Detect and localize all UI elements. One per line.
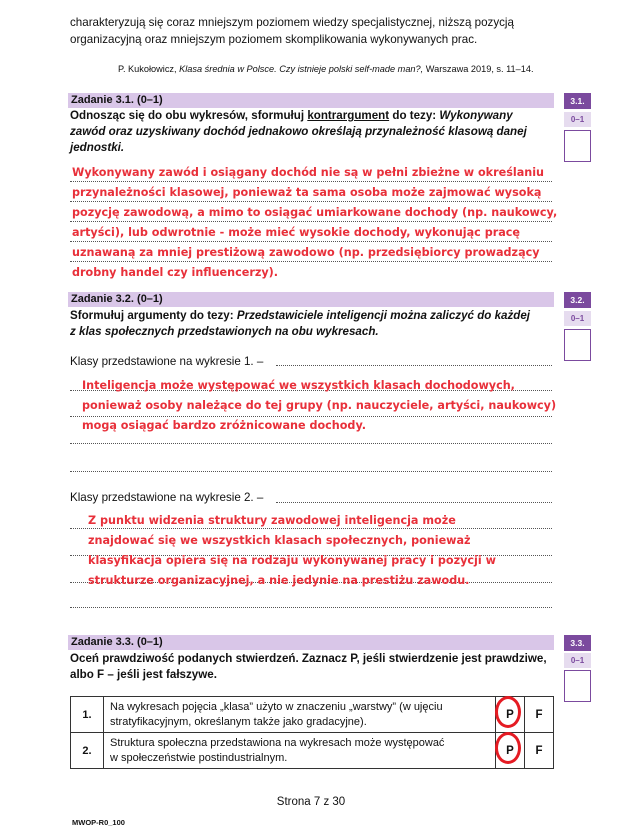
task-3-2-score-box (564, 329, 591, 361)
source-citation: P. Kukołowicz, Klasa średnia w Polsce. Czy istnieje polski self-made man?, Warszawa 2019, s. 11–14. (118, 64, 534, 74)
true-false-table (70, 696, 554, 769)
intro-line-2: organizacyjną oraz mniejszym poziomem skomplikowania wykonywanych prac. (70, 33, 478, 46)
task-3-1-points: 0–1 (564, 112, 591, 127)
row-number: 2. (71, 733, 104, 769)
task-3-1-tag: 3.1. (564, 93, 591, 109)
task-3-1-answer: Wykonywany zawód i osiągany dochód nie są w pełni zbieżne w określaniu przynależności klasowej, ponieważ ta sama osoba może zajmować wysoką pozycję zawodową, a mimo to osiągać umiarkowane dochody (np. naukowcy, artyści), lub odwrotnie - może mieć wysokie dochody, wykonując pracę uznawaną za mniej prestiżową zawodowo (np. przedsiębiorcy prowadzący drobny handel czy influencerzy). (72, 166, 558, 279)
selection-circle (495, 732, 521, 764)
task-3-1-header: Zadanie 3.1. (0–1) (68, 93, 554, 108)
intro-text (70, 14, 560, 48)
intro-line-1: charakteryzują się coraz mniejszym poziomem wiedzy specjalistycznej, niższą pozycją (70, 16, 514, 29)
row-number: 1. (71, 697, 104, 733)
task-3-3-instruction: Oceń prawdziwość podanych stwierdzeń. Zaznacz P, jeśli stwierdzenie jest prawdziwe, albo F – jeśli jest fałszywe. (70, 652, 547, 681)
task-3-2-label-2: Klasy przedstawione na wykresie 2. – (70, 491, 264, 504)
document-code: MWOP-R0_100 (72, 818, 125, 827)
task-3-2-answer-2: Z punktu widzenia struktury zawodowej inteligencja może znajdować się we wszystkich klasach społecznych, ponieważ klasyfikacja opiera się na rodzaju wykonywanej pracy i pozycji w strukturze organizacyjnej, a nie jedynie na prestiżu zawodu. (88, 514, 496, 587)
answer-f-option[interactable]: F (525, 733, 554, 769)
task-3-2-answer-1: Inteligencja może występować we wszystkich klasach dochodowych, ponieważ osoby należące do tej grupy (np. nauczyciele, artyści, naukowcy) mogą osiągać bardzo zróżnicowane dochody. (82, 379, 557, 432)
table-row (71, 733, 554, 769)
answer-p-option[interactable]: P (496, 733, 525, 769)
task-3-3-score-box (564, 670, 591, 702)
task-3-1-instruction: Odnosząc się do obu wykresów, sformułuj kontrargument do tezy: Wykonywany zawód oraz uzyskiwany dochód jednakowo określają przynależność klasową danej jednostki. (70, 109, 527, 154)
task-3-1-score-box (564, 130, 591, 162)
task-3-2-instruction: Sformułuj argumenty do tezy: Przedstawiciele inteligencji można zaliczyć do każdej z klas społecznych przedstawionych na obu wykresach. (70, 309, 531, 338)
task-3-3-header: Zadanie 3.3. (0–1) (68, 635, 554, 650)
task-3-3-points: 0–1 (564, 653, 591, 668)
task-3-2-points: 0–1 (564, 311, 591, 326)
task-3-2-tag: 3.2. (564, 292, 591, 308)
task-3-2-label-1: Klasy przedstawione na wykresie 1. – (70, 355, 264, 368)
page-number: Strona 7 z 30 (276, 796, 346, 808)
answer-f-option[interactable]: F (525, 697, 554, 733)
answer-p-option[interactable]: P (496, 697, 525, 733)
task-3-2-header: Zadanie 3.2. (0–1) (68, 292, 554, 307)
table-row (71, 697, 554, 733)
task-3-3-tag: 3.3. (564, 635, 591, 651)
statement: Na wykresach pojęcia „klasa” użyto w znaczeniu „warstwy” (w ujęciu stratyfikacyjnym, określanym także jako gradacyjne). (104, 697, 496, 733)
statement: Struktura społeczna przedstawiona na wykresach może występować w społeczeństwie postindustrialnym. (104, 733, 496, 769)
selection-circle (495, 696, 521, 728)
